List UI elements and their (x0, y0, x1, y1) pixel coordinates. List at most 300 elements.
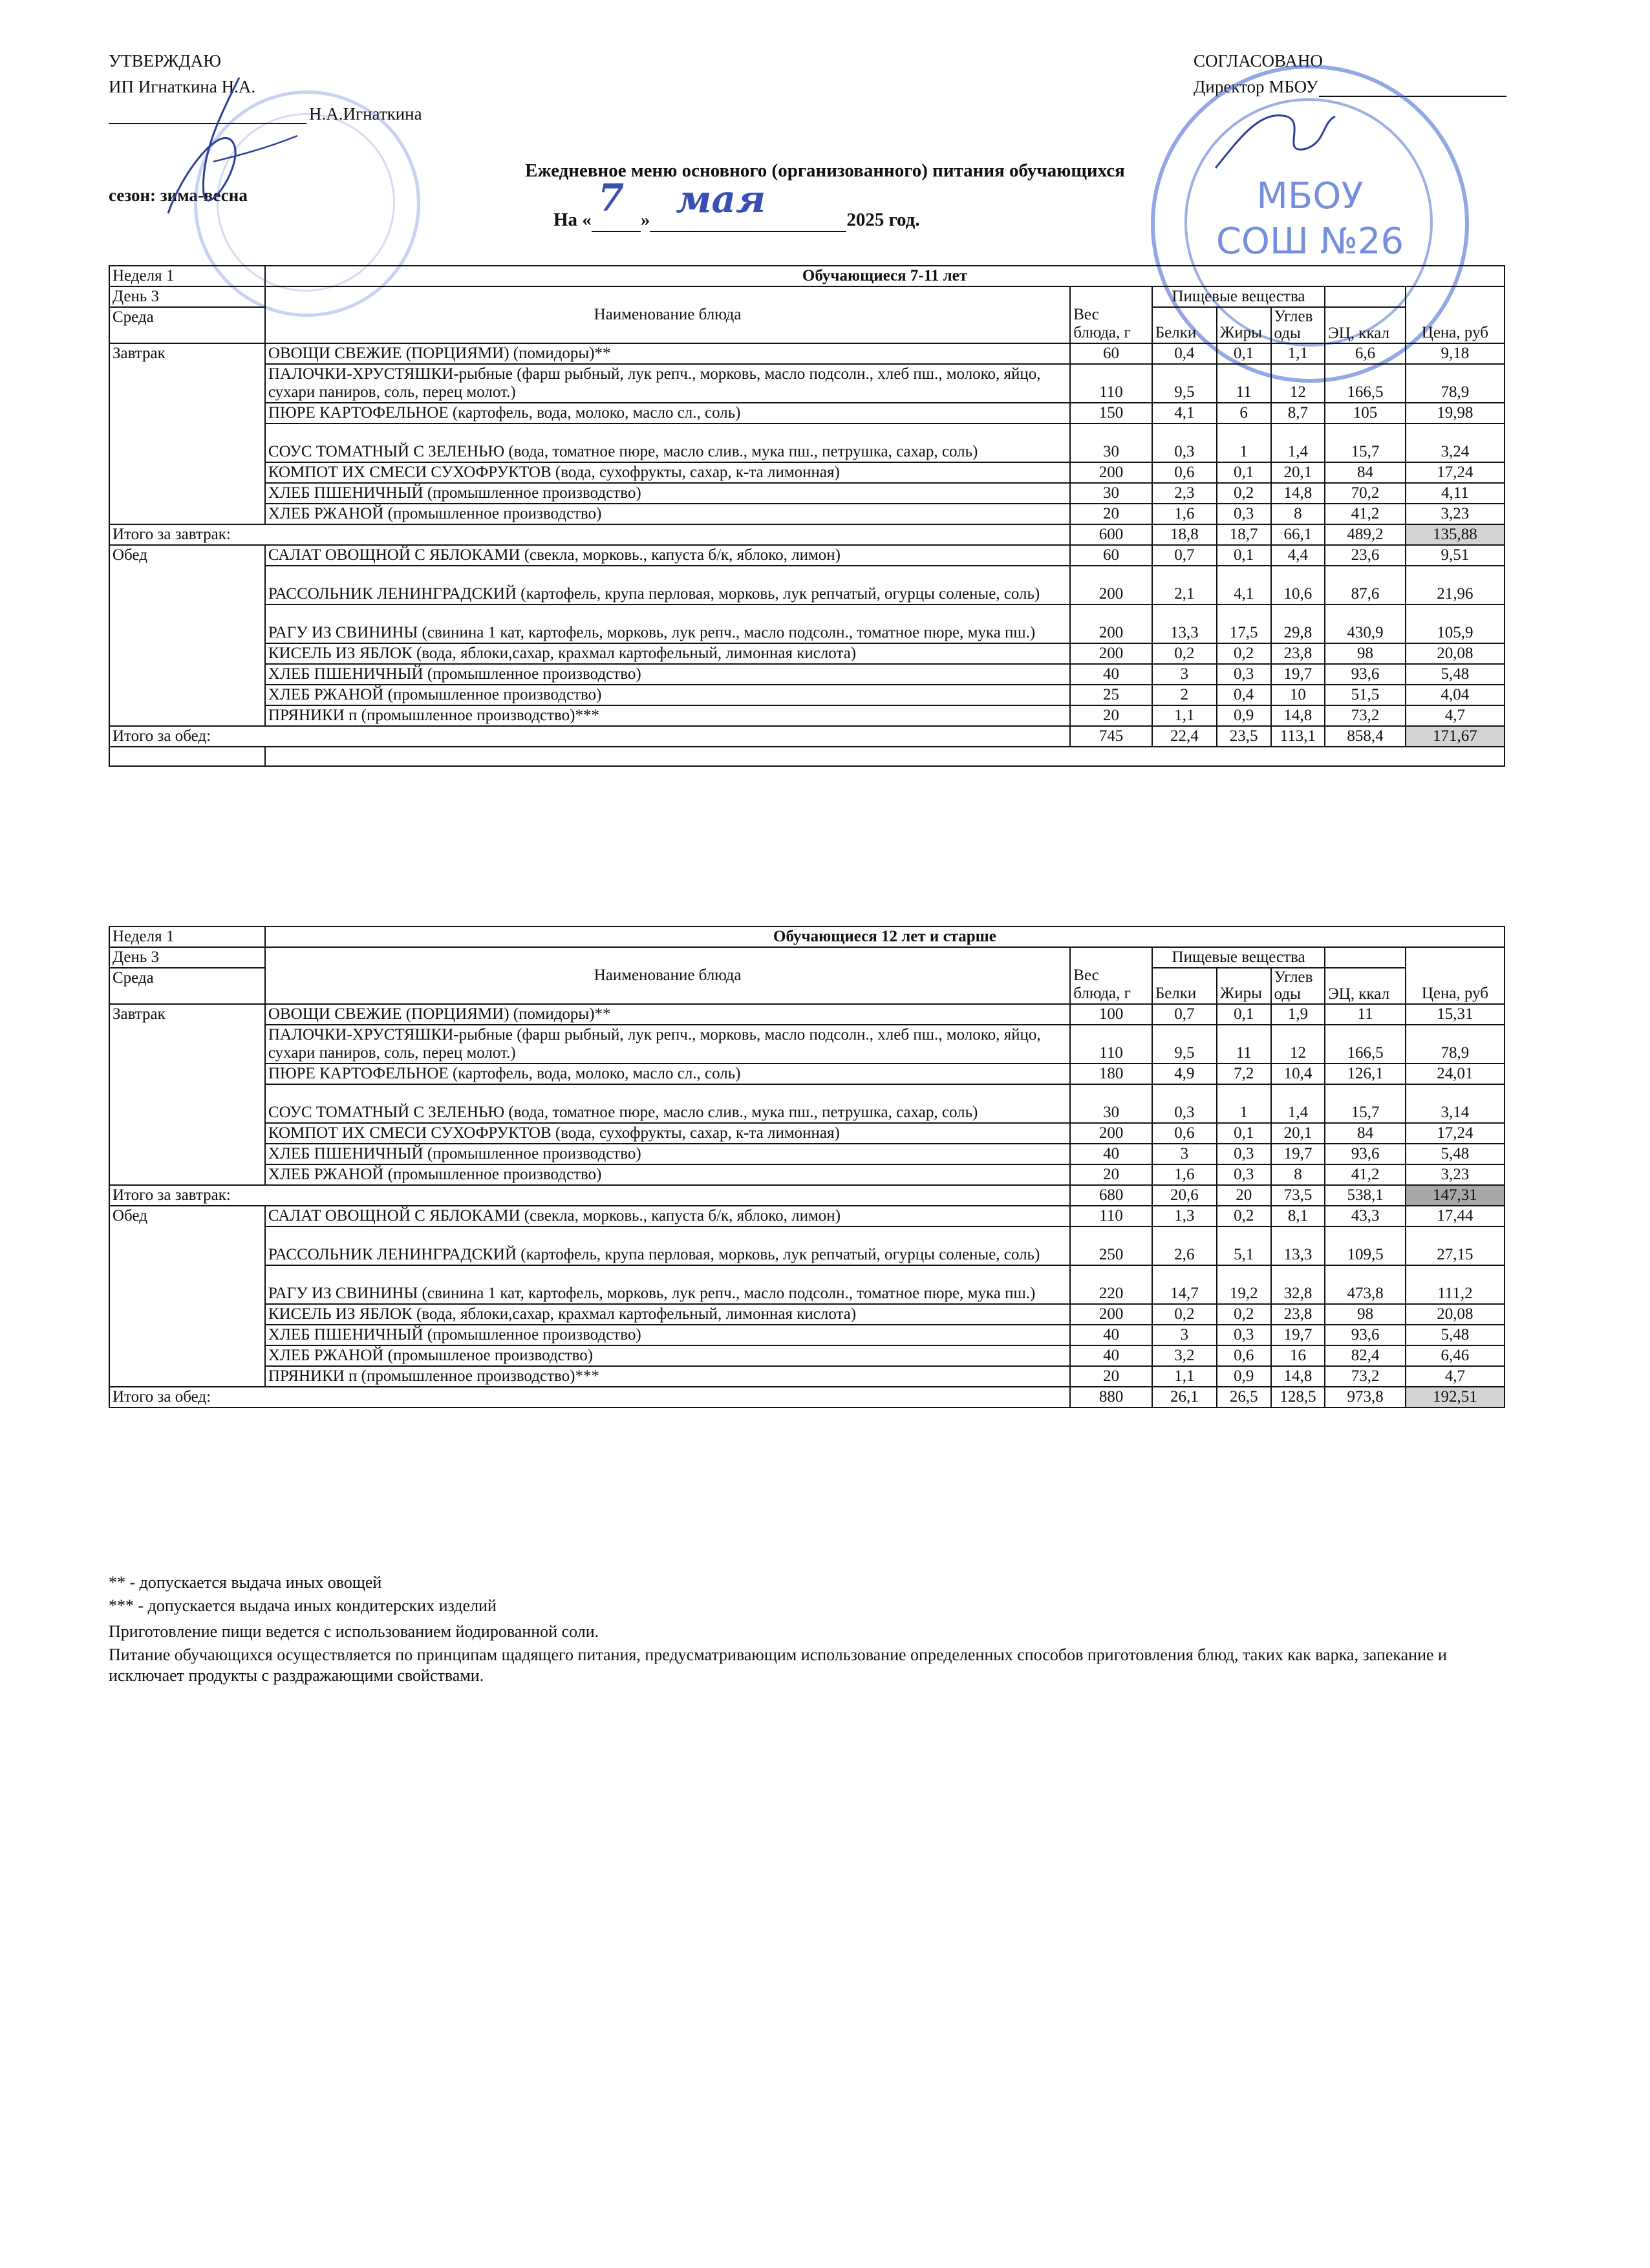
dish-price: 19,98 (1406, 403, 1505, 423)
dish-protein: 2,3 (1152, 483, 1217, 504)
dish-energy: 73,2 (1325, 1366, 1406, 1387)
dish-weight: 110 (1070, 364, 1152, 403)
dish-energy: 70,2 (1325, 483, 1406, 504)
dish-carb: 1,1 (1271, 343, 1325, 364)
dish-fat: 0,2 (1217, 1304, 1271, 1325)
total-label: Итого за обед: (109, 1387, 1070, 1407)
dish-fat: 0,1 (1217, 1004, 1271, 1025)
dish-name: ОВОЩИ СВЕЖИЕ (ПОРЦИЯМИ) (помидоры)** (265, 343, 1070, 364)
dish-energy: 166,5 (1325, 364, 1406, 403)
dish-carb: 20,1 (1271, 1123, 1325, 1144)
agree-title: СОГЛАСОВАНО (1194, 51, 1323, 70)
dish-price: 21,96 (1406, 566, 1505, 604)
date-day: 7 (597, 176, 625, 220)
dish-fat: 0,2 (1217, 483, 1271, 504)
dish-weight: 20 (1070, 504, 1152, 524)
dish-fat: 0,3 (1217, 664, 1271, 685)
dish-name: ПАЛОЧКИ-ХРУСТЯШКИ-рыбные (фарш рыбный, лук репч., морковь, масло подсолн., хлеб пш., молоко, яйцо, сухари паниров, соль, перец молот.) (265, 1025, 1070, 1064)
col-header-name: Наименование блюда (265, 286, 1070, 343)
group-heading: Обучающиеся 12 лет и старше (265, 926, 1505, 947)
dish-energy: 23,6 (1325, 545, 1406, 566)
season-label: сезон: зима-весна (109, 186, 248, 205)
week-label: Неделя 1 (109, 266, 265, 286)
dish-carb: 8,1 (1271, 1206, 1325, 1226)
stamp-line1: МБОУ (1256, 175, 1364, 217)
dish-protein: 0,6 (1152, 1123, 1217, 1144)
dish-name: ПАЛОЧКИ-ХРУСТЯШКИ-рыбные (фарш рыбный, лук репч., морковь, масло подсолн., хлеб пш., молоко, яйцо, сухари паниров, соль, перец молот.) (265, 364, 1070, 403)
table-row (109, 1123, 1505, 1144)
dish-weight: 40 (1070, 1325, 1152, 1345)
dish-price: 3,14 (1406, 1084, 1505, 1123)
dish-fat: 7,2 (1217, 1064, 1271, 1084)
dish-weight: 40 (1070, 1345, 1152, 1366)
dish-price: 4,11 (1406, 483, 1505, 504)
dish-price: 5,48 (1406, 1325, 1505, 1345)
total-energy: 538,1 (1325, 1185, 1406, 1206)
dish-weight: 25 (1070, 685, 1152, 705)
dish-weight: 200 (1070, 643, 1152, 664)
dish-protein: 0,7 (1152, 545, 1217, 566)
spacer-row (109, 747, 1505, 766)
dish-name: САЛАТ ОВОЩНОЙ С ЯБЛОКАМИ (свекла, морковь., капуста б/к, яблоко, лимон) (265, 545, 1070, 566)
dish-carb: 10,6 (1271, 566, 1325, 604)
table-row (109, 483, 1505, 504)
total-carb: 128,5 (1271, 1387, 1325, 1407)
table-row (109, 462, 1505, 483)
dish-protein: 1,3 (1152, 1206, 1217, 1226)
meal-label: Завтрак (109, 343, 265, 524)
dish-energy: 98 (1325, 1304, 1406, 1325)
table-row (109, 1025, 1505, 1064)
table-row (109, 343, 1505, 364)
dish-name: РАССОЛЬНИК ЛЕНИНГРАДСКИЙ (картофель, крупа перловая, морковь, лук репчатый, огурцы соленые, соль) (265, 1226, 1070, 1265)
approve-sign-name: Н.А.Игнаткина (309, 104, 422, 123)
dish-price: 4,04 (1406, 685, 1505, 705)
dish-protein: 1,6 (1152, 1164, 1217, 1185)
dish-energy: 73,2 (1325, 705, 1406, 726)
dish-carb: 1,9 (1271, 1004, 1325, 1025)
dish-weight: 30 (1070, 423, 1152, 462)
footnote-line: ** - допускается выдача иных овощей (109, 1573, 382, 1592)
dish-energy: 82,4 (1325, 1345, 1406, 1366)
left-signature (142, 65, 310, 226)
dish-weight: 110 (1070, 1206, 1152, 1226)
dish-weight: 20 (1070, 705, 1152, 726)
dish-name: ХЛЕБ РЖАНОЙ (промышленое производство) (265, 1345, 1070, 1366)
dish-weight: 200 (1070, 566, 1152, 604)
col-header-protein: Белки (1152, 968, 1217, 1004)
total-carb: 73,5 (1271, 1185, 1325, 1206)
total-carb: 66,1 (1271, 524, 1325, 545)
col-header-carb: Углев оды (1271, 307, 1325, 343)
dish-name: ОВОЩИ СВЕЖИЕ (ПОРЦИЯМИ) (помидоры)** (265, 1004, 1070, 1025)
dish-fat: 0,3 (1217, 1164, 1271, 1185)
dish-name: ХЛЕБ ПШЕНИЧНЫЙ (промышленное производство) (265, 664, 1070, 685)
dish-carb: 12 (1271, 1025, 1325, 1064)
total-carb: 113,1 (1271, 726, 1325, 747)
dish-name: КИСЕЛЬ ИЗ ЯБЛОК (вода, яблоки,сахар, крахмал картофельный, лимонная кислота) (265, 643, 1070, 664)
table-row (109, 423, 1505, 462)
day-label: День 3 (109, 947, 265, 968)
dish-weight: 30 (1070, 483, 1152, 504)
dish-fat: 0,4 (1217, 685, 1271, 705)
dish-fat: 0,6 (1217, 1345, 1271, 1366)
dish-price: 3,23 (1406, 504, 1505, 524)
total-fat: 23,5 (1217, 726, 1271, 747)
dish-carb: 23,8 (1271, 1304, 1325, 1325)
dish-protein: 3 (1152, 1144, 1217, 1164)
dish-protein: 0,2 (1152, 643, 1217, 664)
dish-price: 78,9 (1406, 1025, 1505, 1064)
dish-carb: 16 (1271, 1345, 1325, 1366)
dish-weight: 110 (1070, 1025, 1152, 1064)
total-row (109, 524, 1505, 545)
dish-carb: 14,8 (1271, 1366, 1325, 1387)
day-label: День 3 (109, 286, 265, 307)
dish-protein: 2,1 (1152, 566, 1217, 604)
dish-weight: 20 (1070, 1366, 1152, 1387)
dish-energy: 84 (1325, 1123, 1406, 1144)
dish-fat: 0,3 (1217, 504, 1271, 524)
col-header-fat: Жиры (1217, 968, 1271, 1004)
dish-energy: 43,3 (1325, 1206, 1406, 1226)
total-fat: 20 (1217, 1185, 1271, 1206)
total-price: 147,31 (1406, 1185, 1505, 1206)
dish-fat: 6 (1217, 403, 1271, 423)
dish-name: ХЛЕБ ПШЕНИЧНЫЙ (промышленное производство) (265, 1325, 1070, 1345)
table-row (109, 685, 1505, 705)
table-row (109, 1144, 1505, 1164)
dish-price: 20,08 (1406, 1304, 1505, 1325)
dish-energy: 105 (1325, 403, 1406, 423)
dish-weight: 180 (1070, 1064, 1152, 1084)
dish-protein: 0,3 (1152, 1084, 1217, 1123)
total-weight: 680 (1070, 1185, 1152, 1206)
weekday-label: Среда (109, 307, 265, 343)
dish-name: КОМПОТ ИХ СМЕСИ СУХОФРУКТОВ (вода, сухофрукты, сахар, к-та лимонная) (265, 462, 1070, 483)
dish-energy: 6,6 (1325, 343, 1406, 364)
dish-protein: 0,6 (1152, 462, 1217, 483)
date-day-field (592, 176, 641, 232)
total-row (109, 1387, 1505, 1407)
dish-weight: 200 (1070, 1123, 1152, 1144)
dish-carb: 10,4 (1271, 1064, 1325, 1084)
dish-energy: 126,1 (1325, 1064, 1406, 1084)
dish-energy: 41,2 (1325, 1164, 1406, 1185)
dish-energy: 87,6 (1325, 566, 1406, 604)
dish-protein: 2 (1152, 685, 1217, 705)
table-row (109, 1004, 1505, 1025)
dish-weight: 60 (1070, 343, 1152, 364)
footnote-line: Приготовление пищи ведется с использованием йодированной соли. (109, 1622, 599, 1641)
dish-carb: 8 (1271, 1164, 1325, 1185)
dish-fat: 0,3 (1217, 1325, 1271, 1345)
col-header-blank (1325, 286, 1406, 307)
date-month-field (650, 177, 846, 232)
dish-fat: 17,5 (1217, 604, 1271, 643)
dish-fat: 0,2 (1217, 1206, 1271, 1226)
dish-fat: 0,9 (1217, 705, 1271, 726)
col-header-energy: ЭЦ, ккал (1325, 307, 1406, 343)
dish-price: 105,9 (1406, 604, 1505, 643)
dish-fat: 0,9 (1217, 1366, 1271, 1387)
total-protein: 26,1 (1152, 1387, 1217, 1407)
meal-label: Обед (109, 545, 265, 726)
col-header-weight: Вес блюда, г (1070, 286, 1152, 343)
dish-protein: 1,6 (1152, 504, 1217, 524)
dish-protein: 4,9 (1152, 1064, 1217, 1084)
dish-fat: 0,2 (1217, 643, 1271, 664)
dish-name: ПЮРЕ КАРТОФЕЛЬНОЕ (картофель, вода, молоко, масло сл., соль) (265, 403, 1070, 423)
dish-weight: 40 (1070, 664, 1152, 685)
dish-weight: 60 (1070, 545, 1152, 566)
col-header-nutrients: Пищевые вещества (1152, 947, 1325, 968)
dish-name: ПРЯНИКИ п (промышленное производство)*** (265, 705, 1070, 726)
dish-protein: 1,1 (1152, 1366, 1217, 1387)
table-row (109, 1345, 1505, 1366)
total-price: 135,88 (1406, 524, 1505, 545)
dish-weight: 220 (1070, 1265, 1152, 1304)
footnotes (109, 1572, 1512, 1689)
total-protein: 20,6 (1152, 1185, 1217, 1206)
dish-weight: 30 (1070, 1084, 1152, 1123)
date-mid: » (640, 209, 650, 230)
dish-fat: 0,1 (1217, 545, 1271, 566)
spacer-cell (109, 747, 265, 766)
dish-fat: 0,1 (1217, 462, 1271, 483)
table-row (109, 664, 1505, 685)
dish-name: САЛАТ ОВОЩНОЙ С ЯБЛОКАМИ (свекла, морковь., капуста б/к, яблоко, лимон) (265, 1206, 1070, 1226)
dish-name: ХЛЕБ РЖАНОЙ (промышленное производство) (265, 1164, 1070, 1185)
total-price: 171,67 (1406, 726, 1505, 747)
dish-fat: 0,3 (1217, 1144, 1271, 1164)
dish-protein: 9,5 (1152, 1025, 1217, 1064)
dish-fat: 5,1 (1217, 1226, 1271, 1265)
dish-carb: 8,7 (1271, 403, 1325, 423)
dish-energy: 98 (1325, 643, 1406, 664)
dish-energy: 473,8 (1325, 1265, 1406, 1304)
dish-energy: 51,5 (1325, 685, 1406, 705)
table-row (109, 1325, 1505, 1345)
dish-price: 17,44 (1406, 1206, 1505, 1226)
dish-name: ХЛЕБ РЖАНОЙ (промышленное производство) (265, 504, 1070, 524)
table-row (109, 1265, 1505, 1304)
total-protein: 18,8 (1152, 524, 1217, 545)
table-row (109, 1366, 1505, 1387)
table-row (109, 545, 1505, 566)
col-header-name: Наименование блюда (265, 947, 1070, 1004)
approve-org: ИП Игнаткина Н.А. (109, 77, 256, 96)
dish-carb: 19,7 (1271, 1325, 1325, 1345)
dish-weight: 200 (1070, 604, 1152, 643)
total-weight: 880 (1070, 1387, 1152, 1407)
dish-protein: 9,5 (1152, 364, 1217, 403)
footnote-line: *** - допускается выдача иных кондитерских изделий (109, 1596, 497, 1615)
table-row (109, 364, 1505, 403)
dish-price: 9,18 (1406, 343, 1505, 364)
dish-carb: 14,8 (1271, 483, 1325, 504)
dish-protein: 0,3 (1152, 423, 1217, 462)
dish-protein: 3 (1152, 664, 1217, 685)
dish-name: ХЛЕБ ПШЕНИЧНЫЙ (промышленное производство) (265, 483, 1070, 504)
dish-fat: 1 (1217, 423, 1271, 462)
date-line (553, 176, 920, 232)
dish-weight: 40 (1070, 1144, 1152, 1164)
agree-org: Директор МБОУ (1194, 77, 1318, 96)
table-row (109, 566, 1505, 604)
dish-fat: 11 (1217, 1025, 1271, 1064)
dish-carb: 19,7 (1271, 1144, 1325, 1164)
dish-carb: 23,8 (1271, 643, 1325, 664)
dish-weight: 200 (1070, 1304, 1152, 1325)
dish-carb: 8 (1271, 504, 1325, 524)
table-row (109, 1064, 1505, 1084)
total-energy: 973,8 (1325, 1387, 1406, 1407)
dish-name: РАГУ ИЗ СВИНИНЫ (свинина 1 кат, картофель, морковь, лук репч., масло подсолн., томатное пюре, мука пш.) (265, 1265, 1070, 1304)
dish-fat: 0,1 (1217, 1123, 1271, 1144)
dish-carb: 32,8 (1271, 1265, 1325, 1304)
dish-name: РАГУ ИЗ СВИНИНЫ (свинина 1 кат, картофель, морковь, лук репч., масло подсолн., томатное пюре, мука пш.) (265, 604, 1070, 643)
dish-protein: 0,2 (1152, 1304, 1217, 1325)
col-header-carb: Углев оды (1271, 968, 1325, 1004)
dish-price: 6,46 (1406, 1345, 1505, 1366)
col-header-weight: Вес блюда, г (1070, 947, 1152, 1004)
dish-fat: 19,2 (1217, 1265, 1271, 1304)
dish-name: КОМПОТ ИХ СМЕСИ СУХОФРУКТОВ (вода, сухофрукты, сахар, к-та лимонная) (265, 1123, 1070, 1144)
dish-fat: 4,1 (1217, 566, 1271, 604)
dish-price: 111,2 (1406, 1265, 1505, 1304)
dish-energy: 93,6 (1325, 1144, 1406, 1164)
total-energy: 489,2 (1325, 524, 1406, 545)
table-row (109, 705, 1505, 726)
col-header-energy: ЭЦ, ккал (1325, 968, 1406, 1004)
date-suffix: 2025 год. (846, 209, 920, 230)
dish-name: РАССОЛЬНИК ЛЕНИНГРАДСКИЙ (картофель, крупа перловая, морковь, лук репчатый, огурцы соленые, соль) (265, 566, 1070, 604)
total-fat: 26,5 (1217, 1387, 1271, 1407)
dish-energy: 93,6 (1325, 1325, 1406, 1345)
total-label: Итого за завтрак: (109, 524, 1070, 545)
week-label: Неделя 1 (109, 926, 265, 947)
dish-protein: 3,2 (1152, 1345, 1217, 1366)
dish-name: ПРЯНИКИ п (промышленное производство)*** (265, 1366, 1070, 1387)
dish-fat: 1 (1217, 1084, 1271, 1123)
dish-name: КИСЕЛЬ ИЗ ЯБЛОК (вода, яблоки,сахар, крахмал картофельный, лимонная кислота) (265, 1304, 1070, 1325)
dish-carb: 14,8 (1271, 705, 1325, 726)
dish-name: СОУС ТОМАТНЫЙ С ЗЕЛЕНЬЮ (вода, томатное пюре, масло слив., мука пш., петрушка, сахар, соль) (265, 1084, 1070, 1123)
dish-energy: 41,2 (1325, 504, 1406, 524)
dish-energy: 15,7 (1325, 423, 1406, 462)
group-heading: Обучающиеся 7-11 лет (265, 266, 1505, 286)
col-header-blank (1325, 947, 1406, 968)
dish-weight: 200 (1070, 462, 1152, 483)
total-protein: 22,4 (1152, 726, 1217, 747)
dish-carb: 12 (1271, 364, 1325, 403)
date-month: мая (676, 177, 766, 221)
total-price: 192,51 (1406, 1387, 1505, 1407)
total-weight: 745 (1070, 726, 1152, 747)
dish-energy: 11 (1325, 1004, 1406, 1025)
col-header-price: Цена, руб (1406, 947, 1505, 1004)
dish-energy: 93,6 (1325, 664, 1406, 685)
dish-name: ХЛЕБ ПШЕНИЧНЫЙ (промышленное производство) (265, 1144, 1070, 1164)
dish-protein: 4,1 (1152, 403, 1217, 423)
dish-carb: 19,7 (1271, 664, 1325, 685)
footnote-line: Питание обучающихся осуществляется по принципам щадящего питания, предусматривающим использование определенных способов приготовления блюд, таких как варка, запекание и исключает продукты с раздражающими свойствами. (109, 1645, 1447, 1685)
approve-title: УТВЕРЖДАЮ (109, 51, 222, 70)
dish-energy: 166,5 (1325, 1025, 1406, 1064)
dish-price: 27,15 (1406, 1226, 1505, 1265)
total-fat: 18,7 (1217, 524, 1271, 545)
table-row (109, 1164, 1505, 1185)
dish-weight: 100 (1070, 1004, 1152, 1025)
dish-carb: 1,4 (1271, 423, 1325, 462)
dish-price: 20,08 (1406, 643, 1505, 664)
dish-carb: 4,4 (1271, 545, 1325, 566)
dish-name: СОУС ТОМАТНЫЙ С ЗЕЛЕНЬЮ (вода, томатное пюре, масло слив., мука пш., петрушка, сахар, соль) (265, 423, 1070, 462)
weekday-label: Среда (109, 968, 265, 1004)
dish-price: 78,9 (1406, 364, 1505, 403)
meal-label: Завтрак (109, 1004, 265, 1185)
total-row (109, 1185, 1505, 1206)
dish-protein: 0,7 (1152, 1004, 1217, 1025)
dish-price: 3,24 (1406, 423, 1505, 462)
dish-protein: 1,1 (1152, 705, 1217, 726)
col-header-price: Цена, руб (1406, 286, 1505, 343)
stamp-line2: СОШ №26 (1216, 220, 1404, 262)
total-energy: 858,4 (1325, 726, 1406, 747)
dish-carb: 10 (1271, 685, 1325, 705)
table-row (109, 1304, 1505, 1325)
dish-price: 24,01 (1406, 1064, 1505, 1084)
total-weight: 600 (1070, 524, 1152, 545)
spacer-cell (265, 747, 1505, 766)
menu-table-1 (109, 265, 1505, 767)
dish-name: ХЛЕБ РЖАНОЙ (промышленное производство) (265, 685, 1070, 705)
dish-weight: 250 (1070, 1226, 1152, 1265)
dish-protein: 2,6 (1152, 1226, 1217, 1265)
dish-fat: 0,1 (1217, 343, 1271, 364)
dish-price: 5,48 (1406, 664, 1505, 685)
table-row (109, 604, 1505, 643)
dish-carb: 13,3 (1271, 1226, 1325, 1265)
dish-price: 17,24 (1406, 462, 1505, 483)
table-row (109, 403, 1505, 423)
date-prefix: На « (553, 209, 592, 230)
col-header-nutrients: Пищевые вещества (1152, 286, 1325, 307)
col-header-protein: Белки (1152, 307, 1217, 343)
dish-energy: 430,9 (1325, 604, 1406, 643)
dish-protein: 13,3 (1152, 604, 1217, 643)
dish-fat: 11 (1217, 364, 1271, 403)
table-row (109, 1206, 1505, 1226)
total-row (109, 726, 1505, 747)
dish-carb: 1,4 (1271, 1084, 1325, 1123)
dish-energy: 84 (1325, 462, 1406, 483)
dish-price: 9,51 (1406, 545, 1505, 566)
dish-price: 4,7 (1406, 1366, 1505, 1387)
table-row (109, 643, 1505, 664)
dish-weight: 20 (1070, 1164, 1152, 1185)
dish-protein: 0,4 (1152, 343, 1217, 364)
dish-energy: 109,5 (1325, 1226, 1406, 1265)
dish-price: 5,48 (1406, 1144, 1505, 1164)
total-label: Итого за завтрак: (109, 1185, 1070, 1206)
menu-table-2 (109, 926, 1505, 1408)
dish-price: 15,31 (1406, 1004, 1505, 1025)
dish-weight: 150 (1070, 403, 1152, 423)
col-header-fat: Жиры (1217, 307, 1271, 343)
dish-carb: 20,1 (1271, 462, 1325, 483)
